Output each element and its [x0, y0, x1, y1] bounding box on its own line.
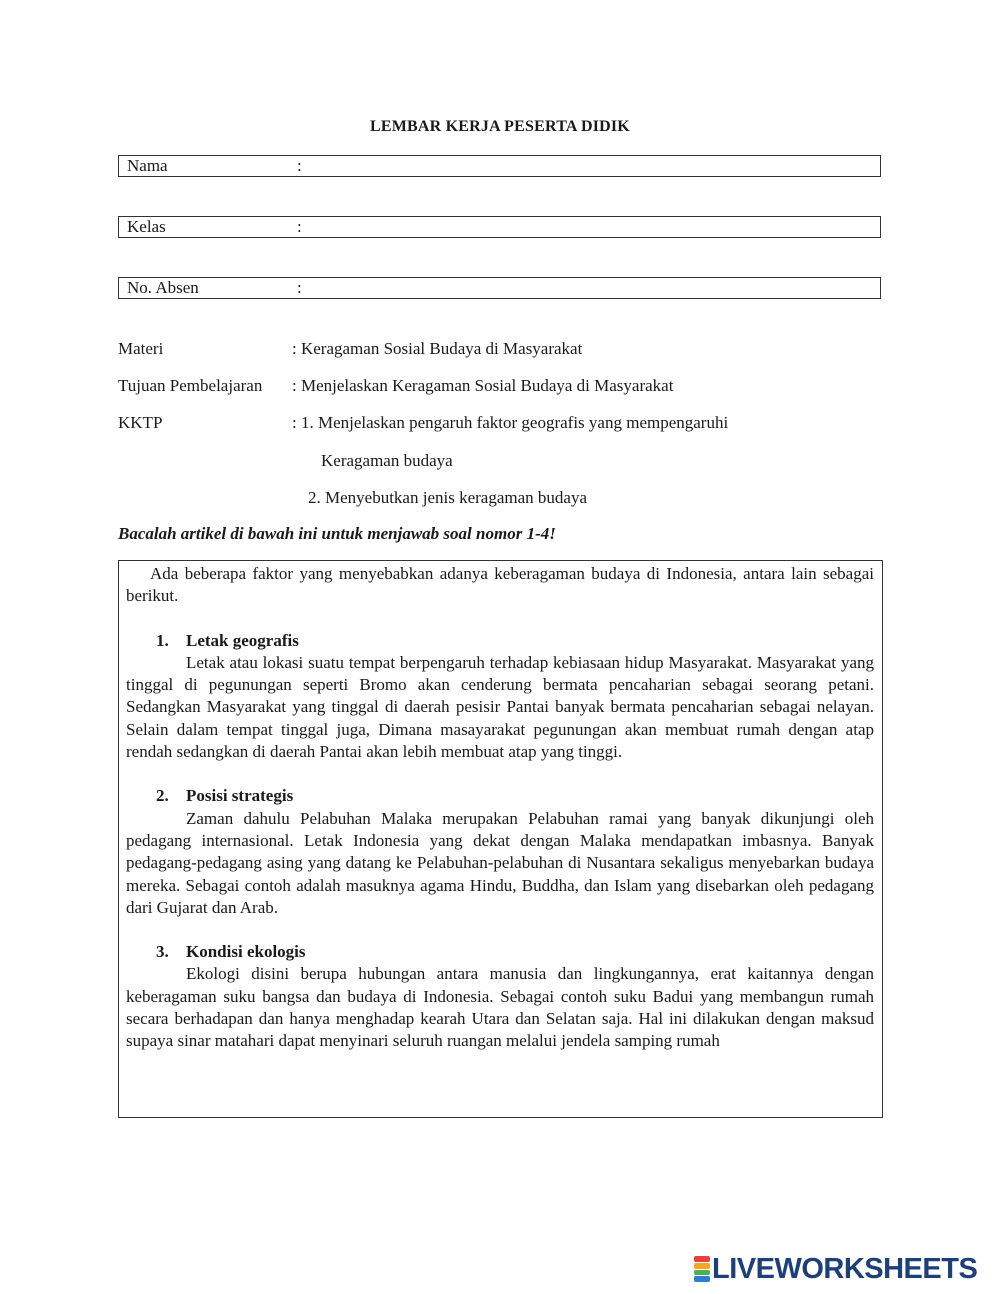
section-number: 1. — [156, 630, 169, 650]
section-number: 3. — [156, 942, 169, 962]
kktp-line-1: : 1. Menjelaskan pengaruh faktor geografis yang mempengaruhi — [292, 413, 729, 432]
section-title: Posisi strategis — [186, 786, 294, 806]
tujuan-key: Tujuan Pembelajaran — [118, 376, 263, 395]
absence-number-colon: : — [297, 278, 302, 297]
section-heading-strategic-position — [126, 785, 874, 807]
class-label: Kelas — [127, 217, 166, 236]
kktp-line-3: 2. Menyebutkan jenis keragaman budaya — [308, 488, 587, 507]
kktp-line-2: Keragaman budaya — [321, 451, 453, 470]
class-field[interactable] — [118, 216, 881, 238]
kktp-key: KKTP — [118, 413, 163, 432]
article-intro: Ada beberapa faktor yang menyebabkan adanya keberagaman budaya di Indonesia, antara lain sebagai berikut. — [126, 564, 874, 606]
name-colon: : — [297, 156, 302, 175]
article-box — [118, 560, 883, 1118]
class-colon: : — [297, 217, 302, 236]
section-body-ecology: Ekologi disini berupa hubungan antara manusia dan lingkungannya, erat kaitannya dengan keberagaman suku bangsa dan budaya di Indonesia. Sebagai contoh suku Badui yang membangun rumah secara berhadapan dan hanya menghadap kearah Utara dan Selatan saja. Hal ini dilakukan dengan maksud supaya sinar matahari dapat menyinari seluruh ruangan melalui jendela samping rumah — [126, 964, 874, 1051]
section-body-strategic-position: Zaman dahulu Pelabuhan Malaka merupakan Pelabuhan ramai yang banyak dikunjungi oleh pedagang internasional. Letak Indonesia yang dekat dengan Malaka mendapatkan imbasnya. Banyak pedagang-pedagang asing yang datang ke Pelabuhan-pelabuhan di Nusantara sekaligus menyebarkan budaya mereka. Sebagai contoh adalah masuknya agama Hindu, Buddha, dan Islam yang disebarkan oleh pedagang dari Gujarat dan Arab. — [126, 808, 874, 917]
name-label: Nama — [127, 156, 168, 175]
section-title: Letak geografis — [186, 630, 299, 650]
liveworksheets-mark-icon — [694, 1256, 710, 1282]
tujuan-value: : Menjelaskan Keragaman Sosial Budaya di Masyarakat — [292, 376, 674, 395]
absence-number-field[interactable] — [118, 277, 881, 299]
liveworksheets-logo — [694, 1254, 977, 1284]
section-title: Kondisi ekologis — [186, 942, 306, 962]
logo-wordmark: LIVEWORKSHEETS — [712, 1252, 978, 1285]
section-body-geography: Letak atau lokasi suatu tempat berpengaruh terhadap kebiasaan hidup Masyarakat. Masyarakat yang tinggal di pegunungan seperti Bromo akan cenderung bermata pencaharian sebagai seorang petani. Sedangkan Masyarakat yang tinggal di daerah pesisir Pantai banyak bermata pencaharian sebagai nelayan. Selain dalam tempat tinggal juga, Dimana masayarakat pegunungan akan membuat rumah dengan atap rendah sedangkan di daerah Pantai akan lebih membuat atap yang tinggi. — [126, 652, 874, 762]
reading-instruction: Bacalah artikel di bawah ini untuk menjawab soal nomor 1-4! — [118, 524, 556, 543]
materi-key: Materi — [118, 339, 164, 358]
section-number: 2. — [156, 786, 169, 806]
page-title: LEMBAR KERJA PESERTA DIDIK — [370, 118, 630, 135]
section-heading-ecology — [126, 941, 874, 963]
absence-number-label: No. Absen — [127, 278, 199, 297]
materi-value: : Keragaman Sosial Budaya di Masyarakat — [292, 339, 583, 358]
name-field[interactable] — [118, 155, 881, 177]
section-heading-geography — [126, 630, 874, 652]
